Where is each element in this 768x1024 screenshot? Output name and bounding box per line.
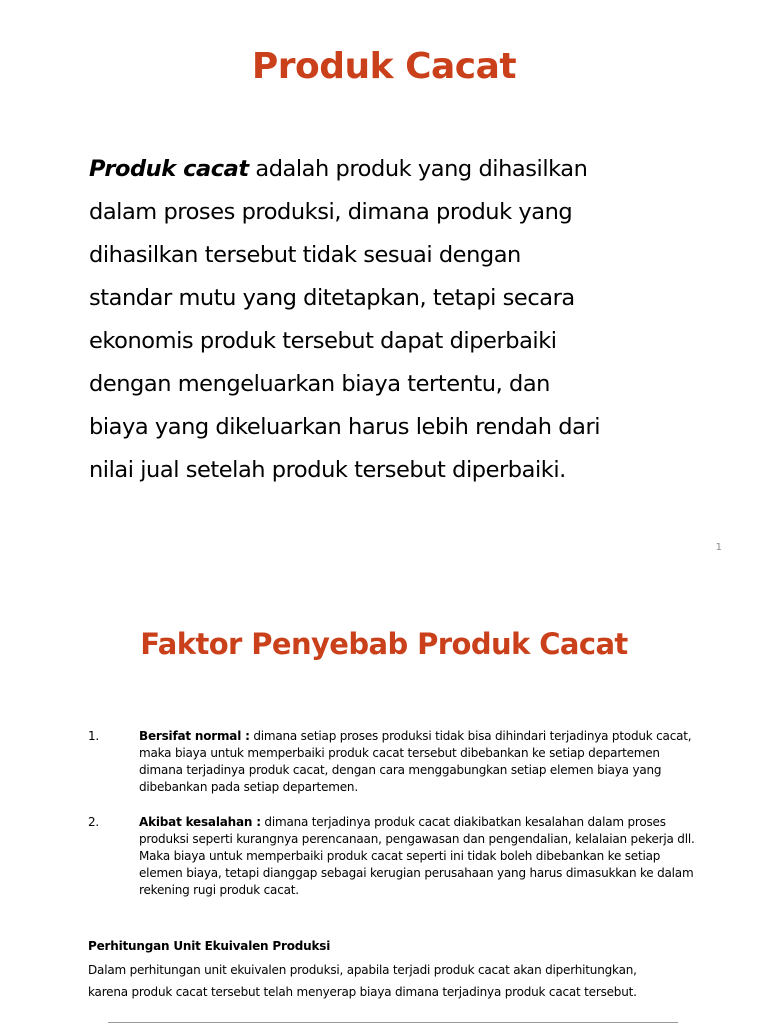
paragraph-line: dengan mengeluarkan biaya tertentu, dan: [89, 371, 550, 397]
section-body: [88, 959, 728, 1003]
paragraph-line: ekonomis produk tersebut dapat diperbaiki: [89, 328, 557, 354]
paragraph-line: [89, 148, 699, 191]
list-item-text: [139, 728, 728, 796]
equivalent-units-section: [88, 938, 728, 1003]
defined-term: Produk cacat: [89, 156, 249, 182]
list-item-number: 1.: [88, 729, 100, 743]
slide-2: [0, 580, 768, 1024]
paragraph-line: dalam proses produksi, dimana produk yang: [89, 199, 573, 225]
paragraph-line: dihasilkan tersebut tidak sesuai dengan: [89, 242, 521, 268]
paragraph-line: standar mutu yang ditetapkan, tetapi secara: [89, 285, 575, 311]
definition-paragraph: [89, 148, 699, 492]
list-item-lead: Bersifat normal :: [139, 729, 250, 743]
list-item-line: [139, 728, 728, 745]
list-item-line: rekening rugi produk cacat.: [139, 883, 299, 897]
list-item-line: dibebankan pada setiap departemen.: [139, 780, 358, 794]
list-item: [88, 814, 728, 899]
list-item-lead: Akibat kesalahan :: [139, 815, 261, 829]
page-number: 1: [715, 542, 722, 553]
list-item-number: 2.: [88, 815, 100, 829]
list-item-line: maka biaya untuk memperbaiki produk cacat tersebut dibebankan ke setiap departemen: [139, 746, 660, 760]
list-item-line-text: dimana terjadinya produk cacat diakibatkan kesalahan dalam proses: [260, 815, 666, 829]
list-item-text: [139, 814, 728, 899]
cause-list: [88, 728, 728, 917]
list-item-line: produksi seperti kurangnya perencanaan, pengawasan dan pengendalian, kelalaian pekerja dll.: [139, 832, 695, 846]
section-line: karena produk cacat tersebut telah menyerap biaya dimana terjadinya produk cacat tersebut.: [88, 985, 637, 999]
list-item-line: [139, 814, 728, 831]
paragraph-line-text: adalah produk yang dihasilkan: [248, 156, 588, 182]
slide-title: Faktor Penyebab Produk Cacat: [140, 627, 628, 661]
divider: [108, 1022, 678, 1023]
section-line: Dalam perhitungan unit ekuivalen produksi, apabila terjadi produk cacat akan diperhitungkan,: [88, 963, 637, 977]
slide-title: Produk Cacat: [251, 46, 517, 87]
list-item-line: elemen biaya, tetapi dianggap sebagai kerugian perusahaan yang harus dimasukkan ke dalam: [139, 866, 694, 880]
paragraph-line: nilai jual setelah produk tersebut diperbaiki.: [89, 457, 566, 483]
list-item: [88, 728, 728, 796]
list-item-line: Maka biaya untuk memperbaiki produk cacat seperti ini tidak boleh dibebankan ke setiap: [139, 849, 661, 863]
list-item-line: dimana terjadinya produk cacat, dengan cara menggabungkan setiap elemen biaya yang: [139, 763, 662, 777]
section-heading: Perhitungan Unit Ekuivalen Produksi: [88, 939, 331, 953]
list-item-line-text: dimana setiap proses produksi tidak bisa dihindari terjadinya ptoduk cacat,: [249, 729, 692, 743]
paragraph-line: biaya yang dikeluarkan harus lebih rendah dari: [89, 414, 601, 440]
